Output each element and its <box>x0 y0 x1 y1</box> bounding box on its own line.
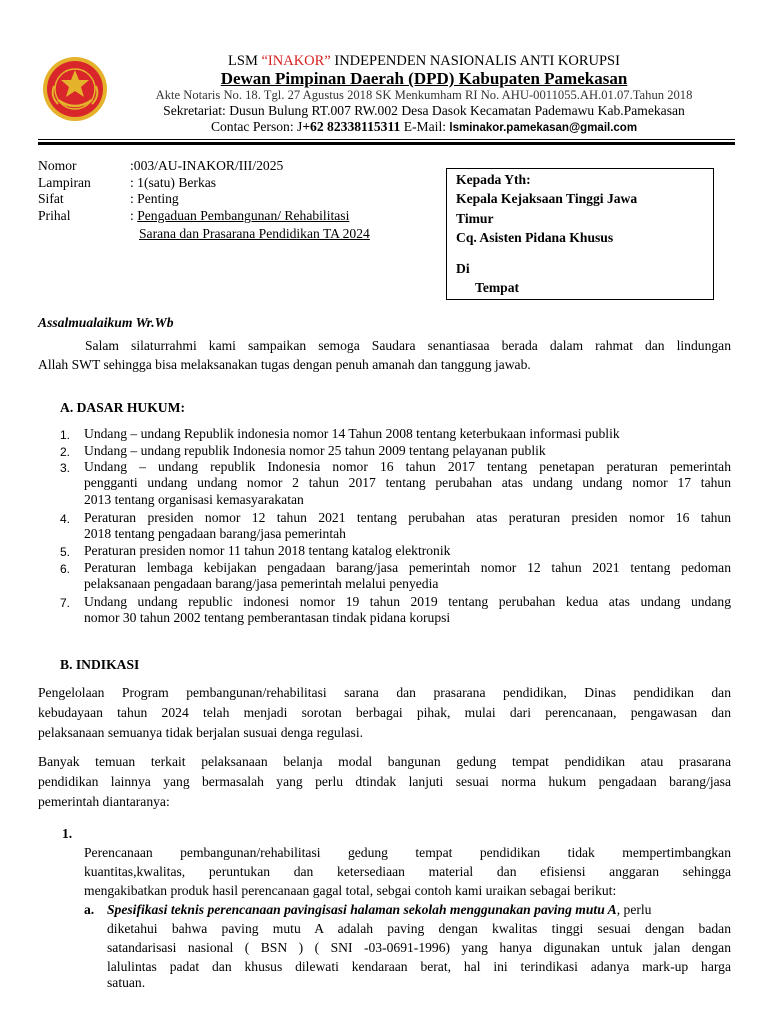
prihal-value: : Pengaduan Pembangunan/ Rehabilitasi <box>130 208 350 223</box>
letterhead-rule-thick <box>38 142 735 145</box>
point-a-label: a. <box>84 902 95 917</box>
list-item: nomor 30 tahun 2002 tentang pemberantasan tindak pidana korupsi <box>84 610 451 625</box>
nomor-label: Nomor <box>38 158 77 173</box>
point-a-line: satandarisasi nasional ( BSN ) ( SNI -03-0691-1996) yang hanya digunakan untuk jalan dengan <box>107 940 731 955</box>
inakor-logo-icon <box>42 56 108 122</box>
indikasi-para2-line: pemerintah diantaranya: <box>38 794 170 809</box>
point-1-number: 1. <box>62 826 73 841</box>
point-1-line: Perencanaan pembangunan/rehabilitasi gedung tempat pendidikan tidak mempertimbangkan <box>84 845 731 860</box>
list-item: Peraturan presiden nomor 12 tahun 2021 tentang perubahan atas peraturan presiden nomor 16 tahun <box>84 510 731 525</box>
point-a-first-line: Spesifikasi teknis perencanaan pavingisasi halaman sekolah menggunakan paving mutu A, perlu <box>107 902 652 917</box>
recipient-line-6: Tempat <box>475 280 520 295</box>
point-1-line: kuantitas,kwalitas, peruntukan dan ketersediaan material dan efisiensi anggaran sehingga <box>84 864 731 879</box>
list-item-number: 6. <box>60 562 71 576</box>
section-b-heading: B. INDIKASI <box>60 657 140 672</box>
prihal-label: Prihal <box>38 208 71 223</box>
list-item: pengganti undang undang nomor 2 tahun 2017 tentang perubahan atas undang undang nomor 17 tahun <box>84 475 731 490</box>
recipient-line-4: Cq. Asisten Pidana Khusus <box>456 230 614 245</box>
list-item-number: 5. <box>60 545 71 559</box>
recipient-line-1: Kepada Yth: <box>456 172 531 187</box>
letterhead-legal-line: Akte Notaris No. 18. Tgl. 27 Agustus 2018 SK Menkumham RI No. AHU-0011055.AH.01.07.Tahun 2018 <box>155 88 693 102</box>
list-item-number: 7. <box>60 596 71 610</box>
section-a-heading: A. DASAR HUKUM: <box>60 400 185 415</box>
point-a-line: diketahui bahwa paving mutu A adalah paving dengan kwalitas tinggi sesuai dengan badan <box>107 921 731 936</box>
indikasi-para1-line: pelaksanaan semuanya tidak berjalan susuai denga regulasi. <box>38 725 363 740</box>
indikasi-para2-line: Banyak temuan terkait pelaksanaan belanja modal bangunan gedung tempat pendidikan atau prasarana <box>38 754 731 769</box>
letterhead-title: Dewan Pimpinan Daerah (DPD) Kabupaten Pamekasan <box>220 69 628 88</box>
letterhead-rule-thin <box>38 139 735 140</box>
list-item-number: 1. <box>60 428 71 442</box>
nomor-value: :003/AU-INAKOR/III/2025 <box>130 158 284 173</box>
list-item: Peraturan presiden nomor 11 tahun 2018 tentang katalog elektronik <box>84 543 451 558</box>
list-item: Undang undang republic indonesi nomor 19 tahun 2019 tentang perubahan kedua atas undang undang <box>84 594 731 609</box>
sifat-value: : Penting <box>130 191 179 206</box>
salam-line-2: Allah SWT sehingga bisa melaksanakan tugas dengan penuh amanah dan tanggung jawab. <box>38 357 531 372</box>
indikasi-para1-line: Pengelolaan Program pembangunan/rehabilitasi sarana dan prasarana pendidikan, Dinas pendidikan dan <box>38 685 731 700</box>
list-item-number: 4. <box>60 512 71 526</box>
list-item-number: 3. <box>60 461 71 475</box>
indikasi-para2-line: pendidikan lainnya yang bermasalah yang perlu dtindak lanjuti sesuai norma hukum pengadaan barang/jasa <box>38 774 731 789</box>
list-item: Peraturan lembaga kebijakan pengadaan barang/jasa pemerintah nomor 12 tahun 2021 tentang pedoman <box>84 560 731 575</box>
list-item: 2013 tentang organisasi kemasyarakatan <box>84 492 304 507</box>
point-a-line: satuan. <box>107 975 146 990</box>
letterhead-address: Sekretariat: Dusun Bulung RT.007 RW.002 Desa Dasok Kecamatan Pademawu Kab.Pamekasan <box>163 103 685 118</box>
contact-phone: +62 82338115311 <box>302 119 401 134</box>
indikasi-para1-line: kebudayaan tahun 2024 telah menjadi sorotan berbagai pihak, mulai dari perencanaan, pengawasan dan <box>38 705 731 720</box>
lampiran-label: Lampiran <box>38 175 91 190</box>
contact-email: lsminakor.pamekasan@gmail.com <box>449 122 638 134</box>
list-item: Undang – undang Republik indonesia nomor 14 Tahun 2008 tentang keterbukaan informasi publik <box>84 426 620 441</box>
letterhead-org-line: LSM “INAKOR” INDEPENDEN NASIONALIS ANTI KORUPSI <box>228 53 620 69</box>
prihal-value-line2: Sarana dan Prasarana Pendidikan TA 2024 <box>139 226 370 241</box>
lampiran-value: : 1(satu) Berkas <box>130 175 217 190</box>
list-item: pelaksanaan pengadaan barang/jasa pemerintah melalui penyedia <box>84 576 439 591</box>
point-1-line: mengakibatkan produk hasil perencanaan gagal total, sebgai contoh kami uraikan sebagai berikut: <box>84 883 617 898</box>
list-item-number: 2. <box>60 445 71 459</box>
greeting: Assalmualaikum Wr.Wb <box>38 315 174 330</box>
recipient-line-2: Kepala Kejaksaan Tinggi Jawa <box>456 191 638 206</box>
recipient-line-5: Di <box>456 261 470 276</box>
sifat-label: Sifat <box>38 191 64 206</box>
recipient-line-3: Timur <box>456 211 494 226</box>
org-name-red: “INAKOR” <box>261 53 331 69</box>
salam-line-1: Salam silaturrahmi kami sampaikan semoga Saudara senantiasaa berada dalam rahmat dan lindungan <box>85 338 731 353</box>
list-item: Undang – undang republik Indonesia nomor 25 tahun 2009 tentang pelayanan publik <box>84 443 546 458</box>
letterhead-contact: Contac Person: J+62 82338115311 E-Mail: lsminakor.pamekasan@gmail.com <box>210 119 638 134</box>
list-item: 2018 tentang pengadaan barang/jasa pemerintah <box>84 526 346 541</box>
point-a-line: lalulintas padat dan khusus dilewati kendaraan berat, hal ini terindikasi adanya mark-up harga <box>107 959 731 974</box>
list-item: Undang – undang republik Indonesia nomor 16 tahun 2017 tentang penetapan peraturan pemerintah <box>84 459 731 474</box>
